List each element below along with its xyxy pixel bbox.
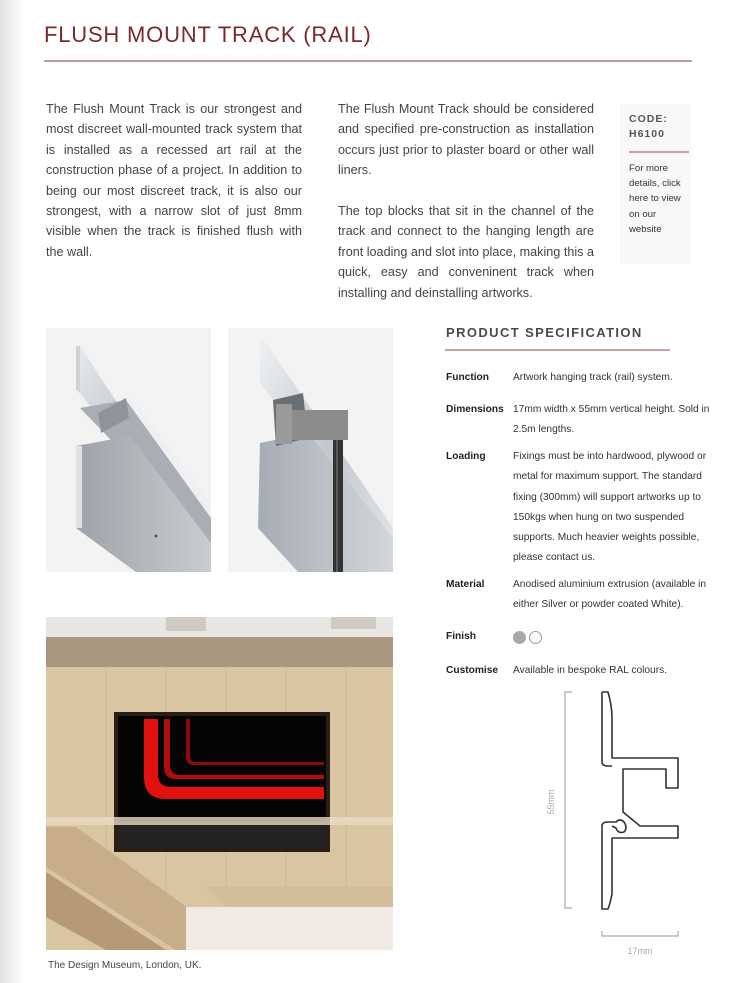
spec-label: Loading: [446, 451, 486, 462]
spec-label: Finish: [446, 631, 476, 642]
spec-row-finish: [446, 627, 716, 647]
intro-paragraph-2: [338, 99, 594, 303]
product-code-box: [620, 104, 691, 264]
spec-label: Material: [446, 579, 485, 590]
spec-row-loading: [446, 447, 716, 569]
finish-swatches: [513, 627, 716, 647]
height-dimension-label: 55mm: [546, 789, 556, 815]
page-title: FLUSH MOUNT TRACK (RAIL): [44, 22, 372, 47]
spec-divider: [445, 349, 670, 351]
intro-text-3: The top blocks that sit in the channel of the track and connect to the hanging length are front loading and slot into place, making this a quick, easy and conveninent track when installing and deinstalling artworks.: [338, 204, 594, 300]
spec-label: Function: [446, 372, 490, 383]
installation-photo: [46, 617, 393, 950]
photo-caption: The Design Museum, London, UK.: [48, 960, 202, 971]
rail-with-hanger-photo: [228, 328, 393, 572]
rail-photo-illustration: [46, 328, 211, 572]
spec-title: PRODUCT SPECIFICATION: [446, 325, 643, 340]
finish-swatch-white: [529, 631, 542, 644]
track-profile-diagram: [540, 686, 700, 962]
spec-row-function: [446, 368, 716, 388]
title-divider: [44, 60, 692, 62]
finish-swatch-silver: [513, 631, 526, 644]
spec-label: Dimensions: [446, 404, 504, 415]
height-dimension-line: [565, 692, 572, 908]
code-divider: [629, 151, 689, 153]
page-edge-shadow: [0, 0, 24, 983]
spec-value: Artwork hanging track (rail) system.: [513, 372, 673, 383]
spec-row-customise: [446, 661, 716, 681]
code-label: CODE:: [629, 113, 668, 125]
spec-value: Fixings must be into hardwood, plywood or metal for maximum support. The standard fixing (300mm) will support artworks up to 150kgs when hung on two suspended supports. Much heavier weights possible, please contact us.: [513, 451, 707, 564]
intro-text-2: The Flush Mount Track should be considered and specified pre-construction as installation occurs just prior to plaster board or other wall liners.: [338, 102, 594, 178]
width-dimension-label: 17mm: [627, 946, 653, 956]
intro-text-1: The Flush Mount Track is our strongest and most discreet wall-mounted track system that is installed as a recessed art rail at the construction phase of a project. In addition to being our most discreet track, it is also our strongest, with a narrow slot of just 8mm visible when the track is finished flush with the wall.: [46, 102, 302, 259]
spec-value: Available in bespoke RAL colours.: [513, 665, 668, 676]
website-link[interactable]: For more details, click here to view on our website: [629, 163, 681, 235]
rail-photo: [46, 328, 211, 572]
museum-installation-illustration: [46, 617, 393, 950]
intro-paragraph-1: [46, 99, 302, 262]
spec-value: Anodised aluminium extrusion (available in either Silver or powder coated White).: [513, 579, 707, 611]
rail-hanger-illustration: [228, 328, 393, 572]
track-profile-drawing: [540, 686, 700, 962]
width-dimension-line: [602, 931, 678, 936]
profile-outline: [602, 692, 678, 909]
product-code: H6100: [629, 128, 665, 140]
spec-label: Customise: [446, 665, 499, 676]
spec-row-dimensions: [446, 400, 716, 441]
spec-value: 17mm width x 55mm vertical height. Sold in 2.5m lengths.: [513, 404, 710, 436]
spec-row-material: [446, 575, 716, 616]
